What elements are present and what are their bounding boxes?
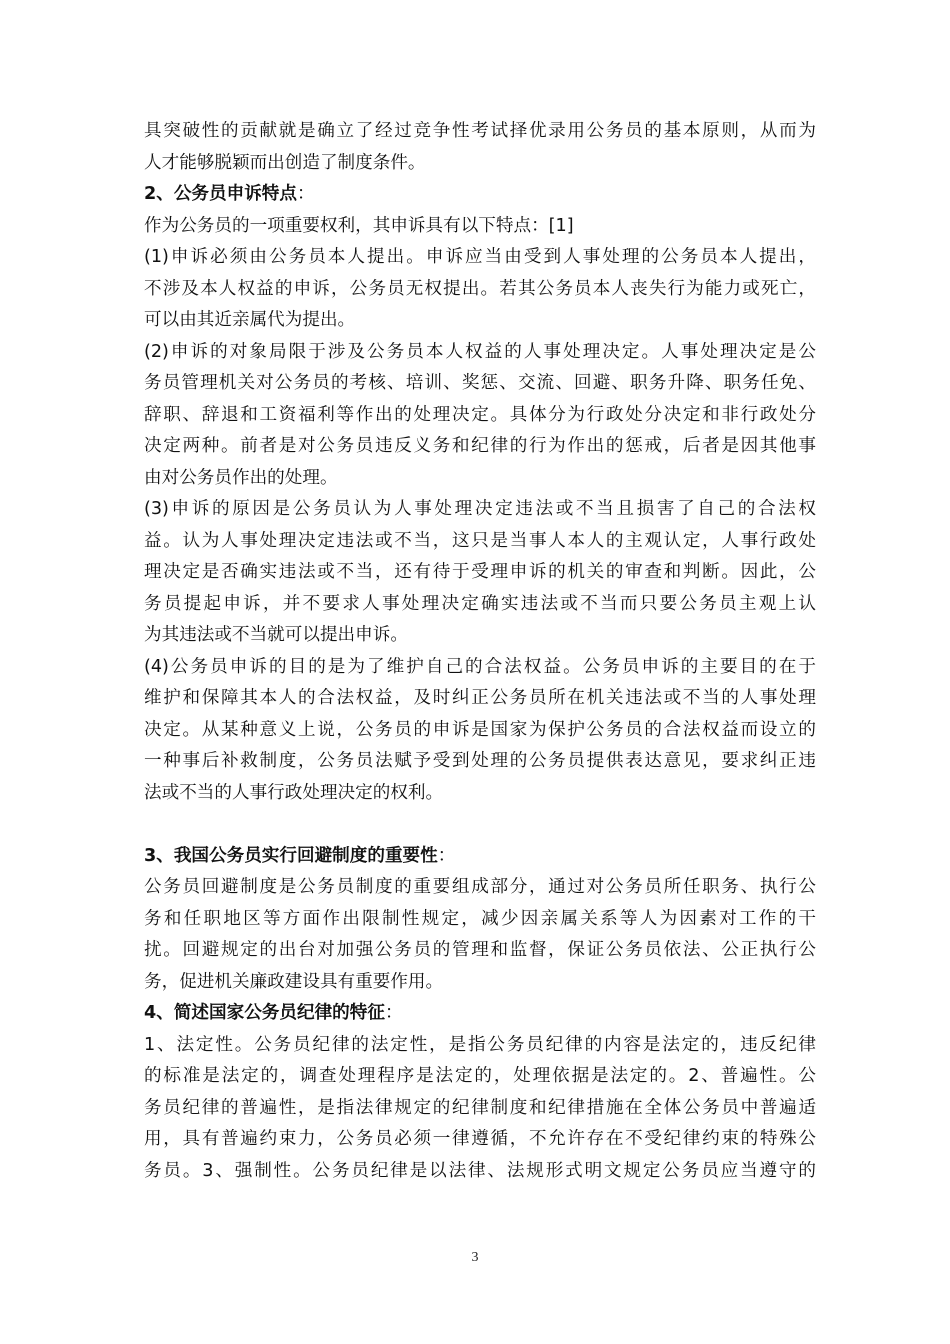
body-text-line: 务，促进机关廉政建设具有重要作用。: [144, 971, 444, 992]
body-text-line: (4)公务员申诉的目的是为了维护自己的合法权益。公务员申诉的主要目的在于: [144, 656, 816, 677]
body-text-line: 务和任职地区等方面作出限制性规定，减少因亲属关系等人为因素对工作的干: [144, 908, 816, 929]
body-text-line: 务员提起申诉，并不要求人事处理决定确实违法或不当而只要公务员主观上认: [144, 593, 816, 614]
body-text-line: 维护和保障其本人的合法权益，及时纠正公务员所在机关违法或不当的人事处理: [144, 688, 816, 708]
body-text-line: 人才能够脱颖而出创造了制度条件。: [144, 152, 426, 173]
body-text-line: 具突破性的贡献就是确立了经过竞争性考试择优录用公务员的基本原则，从而为: [144, 121, 816, 141]
body-text-line: 扰。回避规定的出台对加强公务员的管理和监督，保证公务员依法、公正执行公: [144, 940, 816, 960]
body-text-line: 可以由其近亲属代为提出。: [144, 310, 356, 330]
body-text-line: 益。认为人事处理决定违法或不当，这只是当事人本人的主观认定，人事行政处: [144, 530, 816, 551]
heading-colon: ：: [384, 1003, 403, 1023]
document-body: [144, 116, 816, 1187]
body-text-line: 1、法定性。公务员纪律的法定性，是指公务员纪律的内容是法定的，违反纪律: [144, 1034, 816, 1055]
section-3-heading-label: 3、我国公务员实行回避制度的重要性: [144, 845, 438, 866]
body-text-line: 的标准是法定的，调查处理程序是法定的，处理依据是法定的。2、普遍性。公: [144, 1066, 816, 1086]
section-2-heading-label: 2、公务员申诉特点: [144, 184, 297, 204]
body-text-line: 公务员回避制度是公务员制度的重要组成部分，通过对公务员所任职务、执行公: [144, 877, 816, 897]
body-text-line: (3)申诉的原因是公务员认为人事处理决定违法或不当且损害了自己的合法权: [144, 499, 816, 519]
body-text-line: 务员纪律的普遍性，是指法律规定的纪律制度和纪律措施在全体公务员中普遍适: [144, 1097, 816, 1118]
body-text-line: 务员管理机关对公务员的考核、培训、奖惩、交流、回避、职务升降、职务任免、: [144, 373, 816, 393]
body-text-line: 为其违法或不当就可以提出申诉。: [144, 625, 408, 645]
body-text-line: 由对公务员作出的处理。: [144, 467, 338, 488]
page-number: 3: [471, 1250, 479, 1265]
body-text-line: 一种事后补救制度，公务员法赋予受到处理的公务员提供表达意见，要求纠正违: [144, 751, 816, 771]
section-4-heading: [144, 998, 816, 1030]
paragraph-spacer: [144, 809, 816, 841]
body-text-line: 务员。3、强制性。公务员纪律是以法律、法规形式明文规定公务员应当遵守的: [144, 1160, 816, 1181]
body-text-line: 决定。从某种意义上说，公务员的申诉是国家为保护公务员的合法权益而设立的: [144, 719, 816, 740]
body-text-line: 不涉及本人权益的申诉，公务员无权提出。若其公务员本人丧失行为能力或死亡，: [144, 278, 816, 299]
body-text-line: 决定两种。前者是对公务员违反义务和纪律的行为作出的惩戒，后者是因其他事: [144, 436, 816, 456]
body-text-line: 理决定是否确实违法或不当，还有待于受理申诉的机关的审查和判断。因此，公: [144, 562, 816, 582]
section-4-heading-label: 4、简述国家公务员纪律的特征: [144, 1003, 385, 1023]
heading-colon: ：: [297, 184, 315, 204]
body-text-line: (2)申诉的对象局限于涉及公务员本人权益的人事处理决定。人事处理决定是公: [144, 341, 816, 362]
body-text-line: 辞职、辞退和工资福利等作出的处理决定。具体分为行政处分决定和非行政处分: [144, 404, 816, 425]
body-text-line: 作为公务员的一项重要权利，其申诉具有以下特点：[1]: [144, 215, 574, 236]
section-3-heading: [144, 841, 816, 873]
body-text-line: 法或不当的人事行政处理决定的权利。: [144, 782, 444, 803]
body-text-line: (1)申诉必须由公务员本人提出。申诉应当由受到人事处理的公务员本人提出，: [144, 247, 816, 267]
section-2-heading: [144, 179, 816, 211]
heading-colon: ：: [437, 845, 456, 866]
body-text-line: 用，具有普遍约束力，公务员必须一律遵循，不允许存在不受纪律约束的特殊公: [144, 1129, 816, 1149]
